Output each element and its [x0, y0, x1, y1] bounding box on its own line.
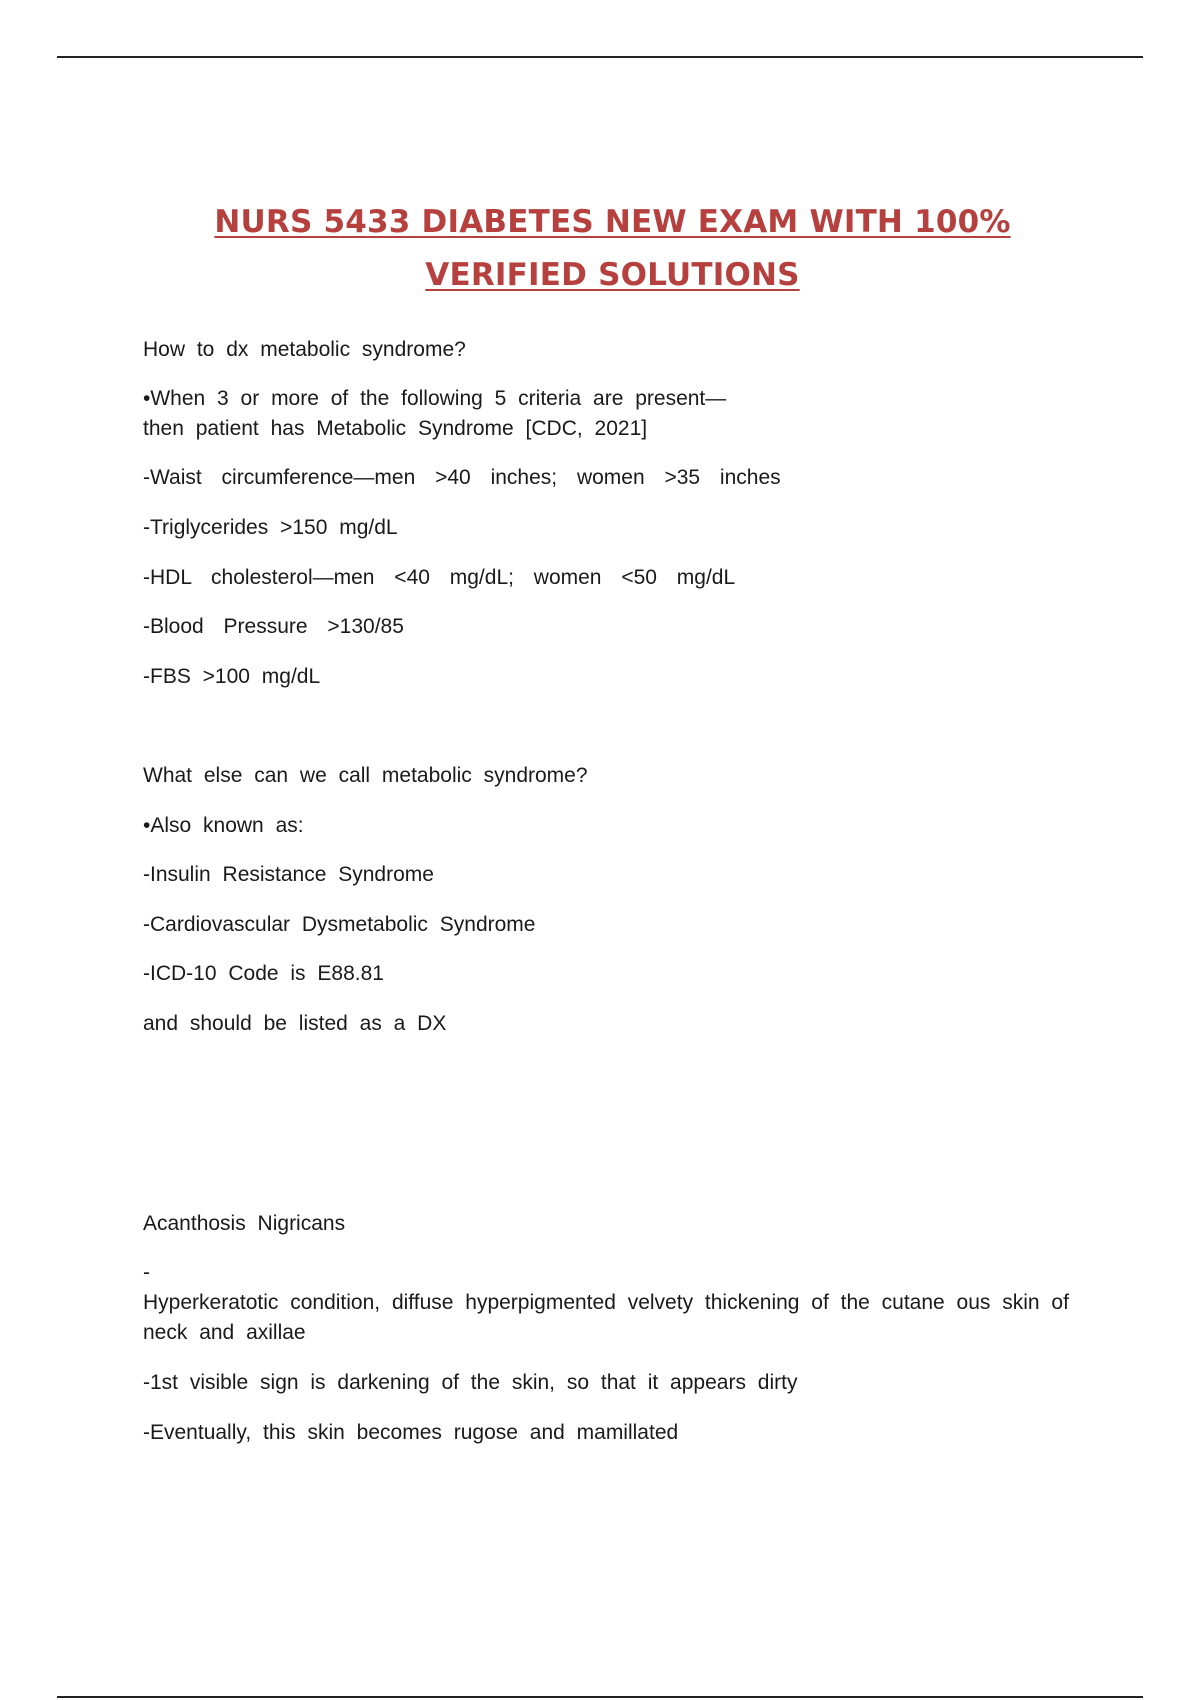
dash-marker: -	[143, 1261, 150, 1284]
criteria-item: -HDL cholesterol—men <40 mg/dL; women <50 mg/dL	[143, 566, 736, 589]
list-item: -Cardiovascular Dysmetabolic Syndrome	[143, 913, 536, 936]
question-heading: What else can we call metabolic syndrome?	[143, 764, 588, 787]
bullet-lead-line-2: then patient has Metabolic Syndrome [CDC, 2021]	[143, 417, 648, 440]
criteria-item: -FBS >100 mg/dL	[143, 665, 321, 688]
list-item: -1st visible sign is darkening of the skin, so that it appears dirty	[143, 1371, 798, 1394]
title-line-2: VERIFIED SOLUTIONS	[425, 257, 800, 293]
description-paragraph: Hyperkeratotic condition, diffuse hyperpigmented velvety thickening of the cutane ous skin of neck and axillae	[143, 1291, 1069, 1344]
bullet-lead: •Also known as:	[143, 814, 304, 837]
criteria-item: -Waist circumference—men >40 inches; women >35 inches	[143, 466, 781, 489]
list-item: -ICD-10 Code is E88.81	[143, 962, 384, 985]
top-rule	[57, 56, 1143, 58]
list-item: -Insulin Resistance Syndrome	[143, 863, 434, 886]
question-heading: Acanthosis Nigricans	[143, 1212, 346, 1235]
title-line-1: NURS 5433 DIABETES NEW EXAM WITH 100%	[214, 204, 1011, 240]
question-heading: How to dx metabolic syndrome?	[143, 338, 466, 361]
bullet-lead-line-1: •When 3 or more of the following 5 criteria are present—	[143, 387, 727, 410]
document-title	[120, 196, 1105, 302]
criteria-item: -Triglycerides >150 mg/dL	[143, 516, 398, 539]
list-item: -Eventually, this skin becomes rugose and mamillated	[143, 1421, 679, 1444]
criteria-item: -Blood Pressure >130/85	[143, 615, 404, 638]
bottom-rule	[57, 1696, 1143, 1698]
list-item: and should be listed as a DX	[143, 1012, 447, 1035]
